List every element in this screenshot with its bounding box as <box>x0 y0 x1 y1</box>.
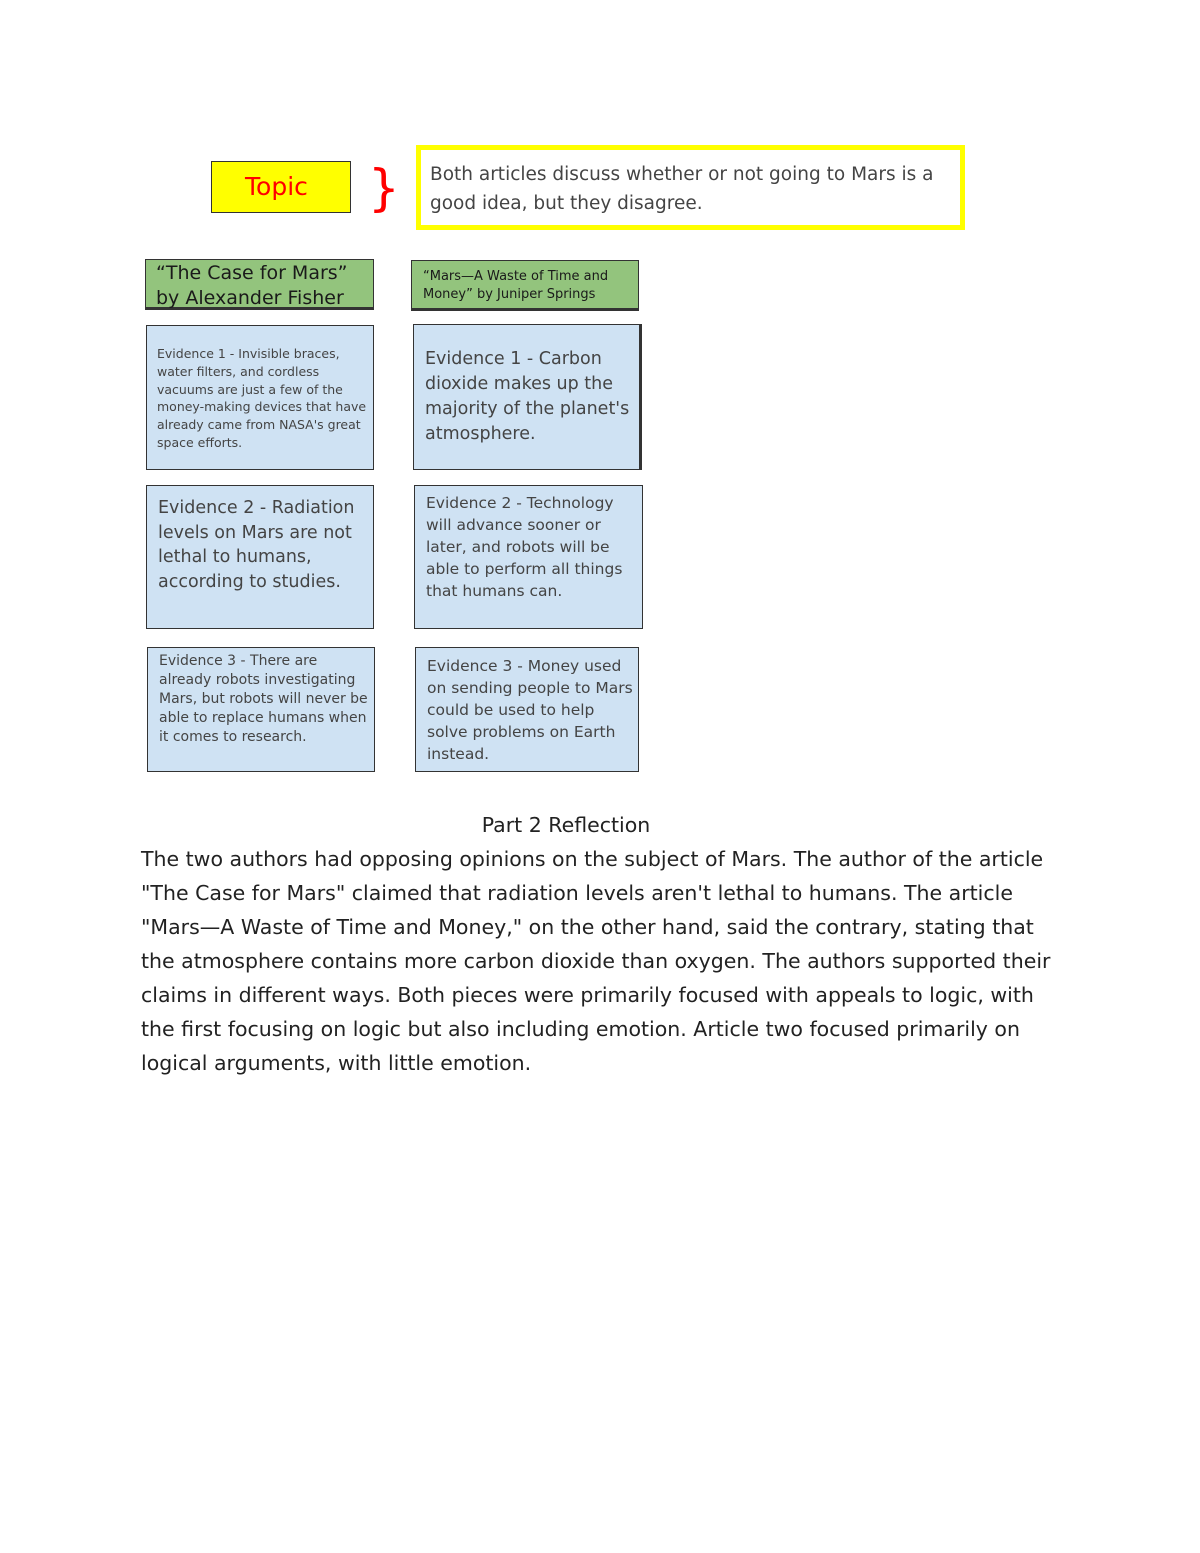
evidence-box-left-2: Evidence 2 - Radiation levels on Mars are not lethal to humans, according to studies. <box>146 485 374 629</box>
topic-label: Topic <box>211 161 351 213</box>
reflection-title: Part 2 Reflection <box>481 813 651 837</box>
evidence-box-left-3: Evidence 3 - There are already robots investigating Mars, but robots will never be able to replace humans when it comes to research. <box>147 647 375 772</box>
evidence-box-right-1: Evidence 1 - Carbon dioxide makes up the majority of the planet's atmosphere. <box>413 324 642 470</box>
evidence-box-right-2: Evidence 2 - Technology will advance sooner or later, and robots will be able to perform all things that humans can. <box>414 485 643 629</box>
article-title-waste-of-time: “Mars—A Waste of Time and Money” by Juniper Springs <box>411 260 639 311</box>
article-title-case-for-mars: “The Case for Mars” by Alexander Fisher <box>145 259 374 310</box>
evidence-box-right-3: Evidence 3 - Money used on sending people to Mars could be used to help solve problems on Earth instead. <box>415 647 639 772</box>
evidence-box-left-1: Evidence 1 - Invisible braces, water filters, and cordless vacuums are just a few of the money-making devices that have already came from NASA's great space efforts. <box>146 325 374 470</box>
brace-symbol: } <box>368 159 400 217</box>
reflection-paragraph: The two authors had opposing opinions on the subject of Mars. The author of the article "The Case for Mars" claimed that radiation levels aren't lethal to humans. The article "Mars—A Waste of Time and Money," on the other hand, said the contrary, stating that the atmosphere contains more carbon dioxide than oxygen. The authors supported their claims in different ways. Both pieces were primarily focused with appeals to logic, with the first focusing on logic but also including emotion. Article two focused primarily on logical arguments, with little emotion. <box>141 847 1051 1075</box>
topic-statement: Both articles discuss whether or not going to Mars is a good idea, but they disagree. <box>416 145 965 230</box>
